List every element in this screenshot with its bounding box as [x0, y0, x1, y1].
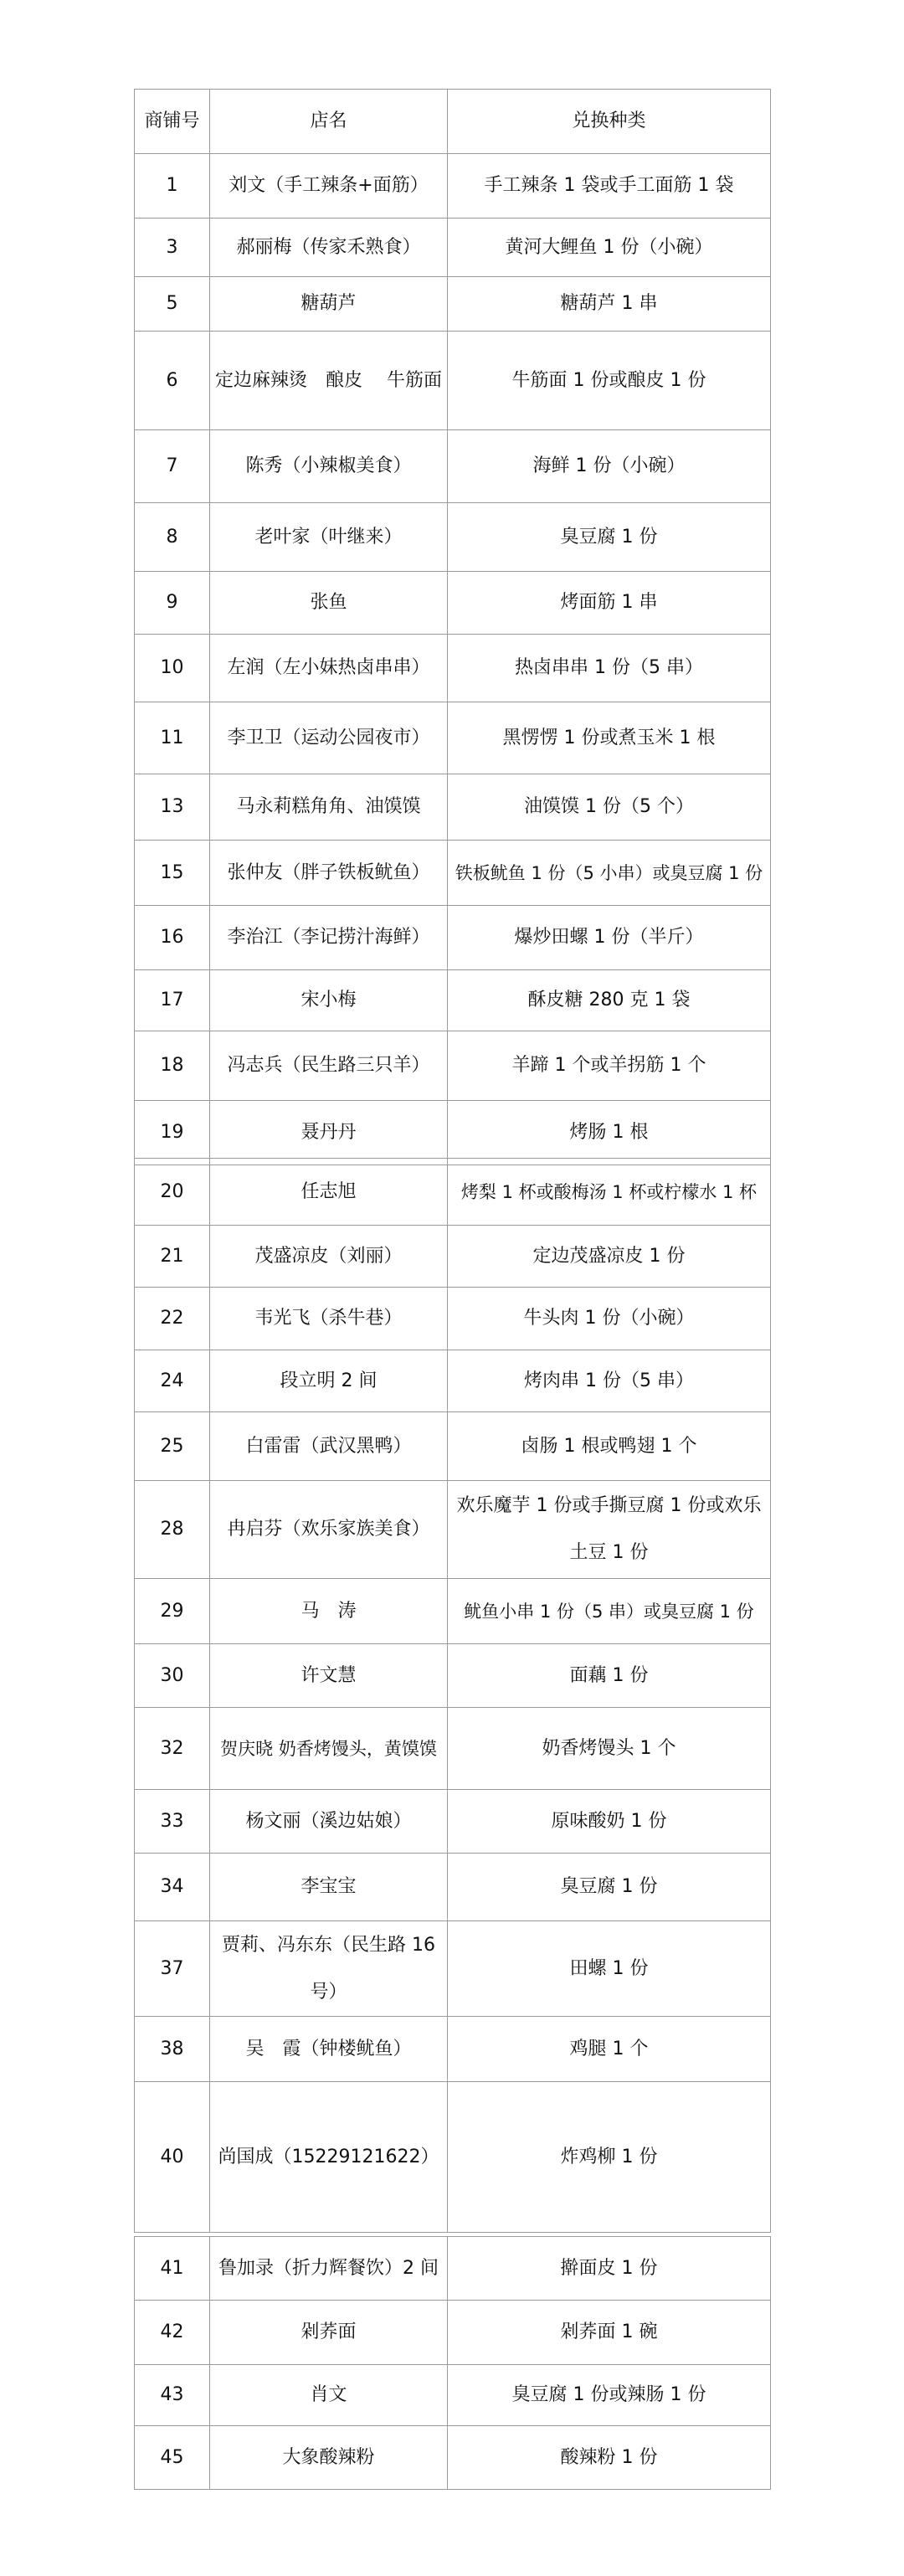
table-row	[135, 219, 771, 277]
shop-table-section-3	[134, 2236, 771, 2490]
table-row	[135, 1159, 771, 1226]
exchange-item: 烤肠 1 根	[448, 1101, 771, 1165]
shop-number: 7	[135, 430, 210, 503]
exchange-item: 酸辣粉 1 份	[448, 2426, 771, 2490]
shop-name: 贺庆晓 奶香烤馒头，黄馍馍	[210, 1708, 448, 1790]
table-row	[135, 1101, 771, 1165]
table-row	[135, 430, 771, 503]
header-shop-name: 店名	[210, 90, 448, 154]
shop-number: 21	[135, 1226, 210, 1288]
shop-name: 冯志兵（民生路三只羊）	[210, 1031, 448, 1101]
exchange-item: 鱿鱼小串 1 份（5 串）或臭豆腐 1 份	[448, 1579, 771, 1644]
shop-name: 李宝宝	[210, 1854, 448, 1921]
shop-name: 糖葫芦	[210, 277, 448, 332]
shop-number: 37	[135, 1921, 210, 2017]
shop-name: 大象酸辣粉	[210, 2426, 448, 2490]
exchange-item: 烤面筋 1 串	[448, 572, 771, 635]
table-row	[135, 2017, 771, 2082]
shop-number: 40	[135, 2082, 210, 2233]
shop-name: 茂盛凉皮（刘丽）	[210, 1226, 448, 1288]
shop-number: 24	[135, 1350, 210, 1412]
shop-name: 马永莉糕角角、油馍馍	[210, 774, 448, 841]
table-row	[135, 2426, 771, 2490]
shop-name: 韦光飞（杀牛巷）	[210, 1288, 448, 1350]
shop-name: 剁荞面	[210, 2301, 448, 2365]
table-row	[135, 774, 771, 841]
shop-number: 38	[135, 2017, 210, 2082]
shop-name: 马 涛	[210, 1579, 448, 1644]
shop-number: 19	[135, 1101, 210, 1165]
header-exchange-type: 兑换种类	[448, 90, 771, 154]
exchange-item: 牛筋面 1 份或酿皮 1 份	[448, 332, 771, 430]
shop-number: 34	[135, 1854, 210, 1921]
shop-name: 杨文丽（溪边姑娘）	[210, 1790, 448, 1854]
shop-number: 6	[135, 332, 210, 430]
exchange-item: 铁板鱿鱼 1 份（5 小串）或臭豆腐 1 份	[448, 841, 771, 906]
header-shop-no: 商铺号	[135, 90, 210, 154]
exchange-item: 糖葫芦 1 串	[448, 277, 771, 332]
shop-number: 43	[135, 2365, 210, 2426]
shop-table-section-1	[134, 89, 771, 1165]
shop-number: 33	[135, 1790, 210, 1854]
exchange-item: 欢乐魔芋 1 份或手撕豆腐 1 份或欢乐土豆 1 份	[448, 1481, 771, 1579]
shop-number: 10	[135, 635, 210, 702]
table-row	[135, 572, 771, 635]
shop-name: 张仲友（胖子铁板鱿鱼）	[210, 841, 448, 906]
table-row	[135, 1708, 771, 1790]
shop-number: 28	[135, 1481, 210, 1579]
exchange-item: 擀面皮 1 份	[448, 2237, 771, 2301]
table-row	[135, 1288, 771, 1350]
shop-number: 45	[135, 2426, 210, 2490]
exchange-item: 卤肠 1 根或鸭翅 1 个	[448, 1412, 771, 1481]
exchange-item: 手工辣条 1 袋或手工面筋 1 袋	[448, 154, 771, 219]
table-row	[135, 2237, 771, 2301]
shop-name: 许文慧	[210, 1644, 448, 1708]
table-row	[135, 1579, 771, 1644]
table-row	[135, 1481, 771, 1579]
shop-name: 张鱼	[210, 572, 448, 635]
exchange-item: 烤梨 1 杯或酸梅汤 1 杯或柠檬水 1 杯	[448, 1159, 771, 1226]
exchange-item: 定边茂盛凉皮 1 份	[448, 1226, 771, 1288]
table-row	[135, 702, 771, 774]
shop-number: 5	[135, 277, 210, 332]
shop-number: 30	[135, 1644, 210, 1708]
shop-number: 1	[135, 154, 210, 219]
shop-number: 15	[135, 841, 210, 906]
shop-name: 刘文（手工辣条+面筋）	[210, 154, 448, 219]
table-row	[135, 2301, 771, 2365]
shop-name: 宋小梅	[210, 970, 448, 1031]
exchange-item: 臭豆腐 1 份	[448, 1854, 771, 1921]
table-row	[135, 2365, 771, 2426]
exchange-item: 酥皮糖 280 克 1 袋	[448, 970, 771, 1031]
exchange-item: 奶香烤馒头 1 个	[448, 1708, 771, 1790]
table-row	[135, 906, 771, 970]
table-row	[135, 1031, 771, 1101]
table-header-row	[135, 90, 771, 154]
shop-number: 3	[135, 219, 210, 277]
exchange-item: 臭豆腐 1 份	[448, 503, 771, 572]
exchange-item: 黑愣愣 1 份或煮玉米 1 根	[448, 702, 771, 774]
shop-name: 郝丽梅（传家禾熟食）	[210, 219, 448, 277]
shop-table-section-2	[134, 1158, 771, 2233]
exchange-item: 鸡腿 1 个	[448, 2017, 771, 2082]
shop-number: 22	[135, 1288, 210, 1350]
table-row	[135, 1921, 771, 2017]
shop-number: 25	[135, 1412, 210, 1481]
shop-name: 李卫卫（运动公园夜市）	[210, 702, 448, 774]
table-row	[135, 635, 771, 702]
shop-name: 冉启芬（欢乐家族美食）	[210, 1481, 448, 1579]
table-row	[135, 1226, 771, 1288]
exchange-item: 面藕 1 份	[448, 1644, 771, 1708]
exchange-item: 田螺 1 份	[448, 1921, 771, 2017]
exchange-item: 臭豆腐 1 份或辣肠 1 份	[448, 2365, 771, 2426]
exchange-item: 炸鸡柳 1 份	[448, 2082, 771, 2233]
shop-number: 29	[135, 1579, 210, 1644]
table-row	[135, 1350, 771, 1412]
shop-name: 聂丹丹	[210, 1101, 448, 1165]
table-row	[135, 503, 771, 572]
exchange-item: 爆炒田螺 1 份（半斤）	[448, 906, 771, 970]
shop-number: 32	[135, 1708, 210, 1790]
shop-name: 尚国成（15229121622）	[210, 2082, 448, 2233]
shop-number: 18	[135, 1031, 210, 1101]
shop-name: 段立明 2 间	[210, 1350, 448, 1412]
shop-name: 吴 霞（钟楼鱿鱼）	[210, 2017, 448, 2082]
exchange-item: 热卤串串 1 份（5 串）	[448, 635, 771, 702]
table-row	[135, 154, 771, 219]
table-row	[135, 2082, 771, 2233]
exchange-item: 羊蹄 1 个或羊拐筋 1 个	[448, 1031, 771, 1101]
table-row	[135, 970, 771, 1031]
shop-name: 左润（左小妹热卤串串）	[210, 635, 448, 702]
shop-number: 13	[135, 774, 210, 841]
exchange-item: 牛头肉 1 份（小碗）	[448, 1288, 771, 1350]
shop-name: 白雷雷（武汉黑鸭）	[210, 1412, 448, 1481]
shop-number: 9	[135, 572, 210, 635]
shop-number: 11	[135, 702, 210, 774]
table-row	[135, 841, 771, 906]
exchange-item: 油馍馍 1 份（5 个）	[448, 774, 771, 841]
shop-name: 李治江（李记捞汁海鲜）	[210, 906, 448, 970]
exchange-item: 黄河大鲤鱼 1 份（小碗）	[448, 219, 771, 277]
table-row	[135, 1790, 771, 1854]
exchange-item: 海鲜 1 份（小碗）	[448, 430, 771, 503]
shop-number: 8	[135, 503, 210, 572]
shop-name: 任志旭	[210, 1159, 448, 1226]
shop-name: 鲁加录（折力辉餐饮）2 间	[210, 2237, 448, 2301]
shop-number: 42	[135, 2301, 210, 2365]
exchange-item: 剁荞面 1 碗	[448, 2301, 771, 2365]
table-row	[135, 332, 771, 430]
shop-name: 贾莉、冯东东（民生路 16 号）	[210, 1921, 448, 2017]
shop-name: 陈秀（小辣椒美食）	[210, 430, 448, 503]
shop-name: 肖文	[210, 2365, 448, 2426]
table-row	[135, 1854, 771, 1921]
table-row	[135, 1644, 771, 1708]
shop-number: 16	[135, 906, 210, 970]
shop-name: 定边麻辣烫 酿皮 牛筋面	[210, 332, 448, 430]
exchange-item: 原味酸奶 1 份	[448, 1790, 771, 1854]
shop-name: 老叶家（叶继来）	[210, 503, 448, 572]
exchange-item: 烤肉串 1 份（5 串）	[448, 1350, 771, 1412]
shop-number: 20	[135, 1159, 210, 1226]
shop-number: 41	[135, 2237, 210, 2301]
table-row	[135, 1412, 771, 1481]
shop-number: 17	[135, 970, 210, 1031]
table-row	[135, 277, 771, 332]
